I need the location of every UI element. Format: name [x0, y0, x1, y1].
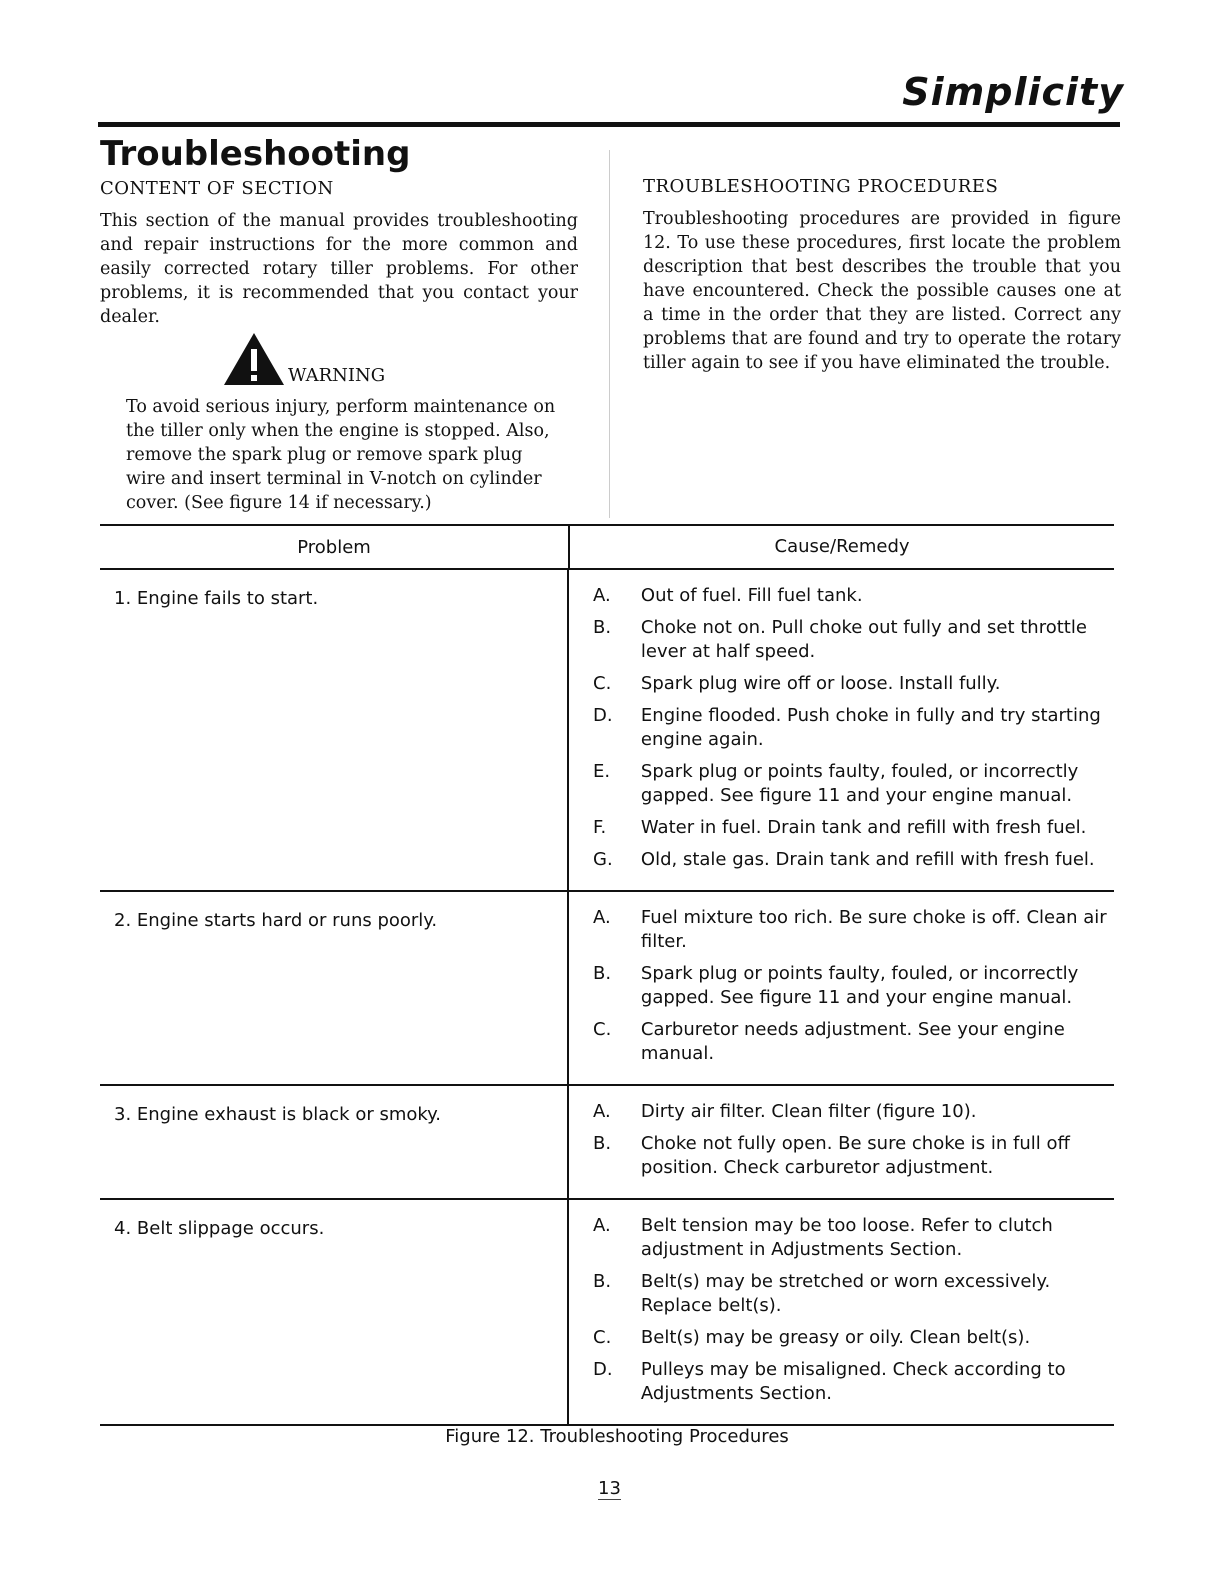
- remedy-letter: B.: [593, 1271, 612, 1292]
- remedy-cell: [567, 570, 1114, 890]
- remedy-text: Spark plug or points faulty, fouled, or incorrectly gapped. See figure 11 and your engine manual.: [640, 761, 1079, 806]
- remedy-item: [569, 672, 1114, 696]
- remedy-text: Spark plug wire off or loose. Install fully.: [640, 673, 1001, 694]
- table-row: [100, 1200, 1114, 1426]
- table-row: [100, 892, 1114, 1086]
- remedy-text: Carburetor needs adjustment. See your engine manual.: [640, 1019, 1065, 1064]
- header-rule: [98, 122, 1120, 127]
- remedy-item: [569, 1358, 1114, 1406]
- remedy-letter: D.: [593, 1359, 613, 1380]
- remedy-text: Spark plug or points faulty, fouled, or incorrectly gapped. See figure 11 and your engine manual.: [640, 963, 1079, 1008]
- remedy-item: [569, 1214, 1114, 1262]
- remedy-letter: B.: [593, 617, 612, 638]
- warning-text: To avoid serious injury, perform maintenance on the tiller only when the engine is stopped. Also, remove the spark plug or remove spark plug wire and insert terminal in V-notch on cylinder cover. (See figure 14 if necessary.): [126, 397, 556, 513]
- remedy-text: Dirty air filter. Clean filter (figure 10).: [640, 1101, 977, 1122]
- remedy-item: [569, 816, 1114, 840]
- remedy-text: Choke not fully open. Be sure choke is in full off position. Check carburetor adjustment.: [640, 1133, 1070, 1178]
- remedy-letter: B.: [593, 1133, 612, 1154]
- remedy-letter: D.: [593, 705, 613, 726]
- remedy-cell: [567, 1086, 1114, 1198]
- remedy-letter: G.: [593, 849, 613, 870]
- remedy-cell: [567, 892, 1114, 1084]
- remedy-letter: B.: [593, 963, 612, 984]
- table-row: [100, 1086, 1114, 1200]
- remedy-item: [569, 848, 1114, 872]
- remedy-letter: C.: [593, 1019, 612, 1040]
- remedy-item: [569, 616, 1114, 664]
- header-cause-remedy: Cause/Remedy: [568, 526, 1114, 568]
- problem-cell: 1. Engine fails to start.: [114, 588, 319, 609]
- remedy-text: Fuel mixture too rich. Be sure choke is off. Clean air filter.: [640, 907, 1107, 952]
- troubleshooting-table: [100, 524, 1114, 1426]
- remedy-letter: A.: [593, 1215, 611, 1236]
- remedy-text: Water in fuel. Drain tank and refill with fresh fuel.: [640, 817, 1087, 838]
- warning-row: [222, 331, 578, 387]
- remedy-text: Engine flooded. Push choke in fully and try starting engine again.: [640, 705, 1101, 750]
- remedy-text: Belt(s) may be greasy or oily. Clean belt(s).: [640, 1327, 1031, 1348]
- remedy-letter: C.: [593, 673, 612, 694]
- remedy-item: [569, 760, 1114, 808]
- remedy-text: Belt(s) may be stretched or worn excessively. Replace belt(s).: [640, 1271, 1051, 1316]
- remedy-letter: F.: [593, 817, 607, 838]
- remedy-item: [569, 906, 1114, 954]
- remedy-text: Belt tension may be too loose. Refer to clutch adjustment in Adjustments Section.: [640, 1215, 1053, 1260]
- remedy-text: Choke not on. Pull choke out fully and set throttle lever at half speed.: [640, 617, 1087, 662]
- remedy-item: [569, 1270, 1114, 1318]
- page-number: 13: [598, 1478, 621, 1499]
- remedy-text: Old, stale gas. Drain tank and refill with fresh fuel.: [640, 849, 1095, 870]
- remedy-item: [569, 1018, 1114, 1066]
- content-heading: CONTENT OF SECTION: [100, 178, 334, 199]
- remedy-item: [569, 584, 1114, 608]
- remedy-item: [569, 1132, 1114, 1180]
- problem-cell: 3. Engine exhaust is black or smoky.: [114, 1104, 441, 1125]
- warning-label: WARNING: [288, 365, 386, 386]
- remedy-item: [569, 1326, 1114, 1350]
- table-row: [100, 570, 1114, 892]
- remedy-item: [569, 704, 1114, 752]
- table-header: [100, 526, 1114, 570]
- brand-logo: Simplicity: [902, 70, 1124, 114]
- content-section: [100, 178, 578, 515]
- problem-cell: 2. Engine starts hard or runs poorly.: [114, 910, 438, 931]
- procedures-section: [643, 176, 1121, 375]
- table-body: [100, 570, 1114, 1426]
- remedy-text: Pulleys may be misaligned. Check according to Adjustments Section.: [640, 1359, 1066, 1404]
- problem-cell: 4. Belt slippage occurs.: [114, 1218, 325, 1239]
- remedy-letter: A.: [593, 585, 611, 606]
- remedy-letter: A.: [593, 907, 611, 928]
- page-title: Troubleshooting: [100, 134, 411, 174]
- warning-icon: [222, 331, 286, 387]
- remedy-letter: A.: [593, 1101, 611, 1122]
- figure-caption: Figure 12. Troubleshooting Procedures: [445, 1426, 789, 1447]
- procedures-text: Troubleshooting procedures are provided in figure 12. To use these procedures, first locate the problem description that best describes the trouble that you have encountered. Check the possible causes one at a time in the order that they are listed. Correct any problems that are found and try to operate the rotary tiller again to see if you have eliminated the trouble.: [643, 209, 1121, 373]
- column-divider: [609, 150, 610, 518]
- remedy-letter: E.: [593, 761, 611, 782]
- content-text: This section of the manual provides troubleshooting and repair instructions for the more common and easily corrected rotary tiller problems. For other problems, it is recommended that you contact your dealer.: [100, 211, 578, 327]
- remedy-item: [569, 962, 1114, 1010]
- remedy-cell: [567, 1200, 1114, 1424]
- remedy-item: [569, 1100, 1114, 1124]
- procedures-heading: TROUBLESHOOTING PROCEDURES: [643, 176, 999, 197]
- header-problem: Problem: [297, 536, 371, 558]
- remedy-letter: C.: [593, 1327, 612, 1348]
- remedy-text: Out of fuel. Fill fuel tank.: [640, 585, 863, 606]
